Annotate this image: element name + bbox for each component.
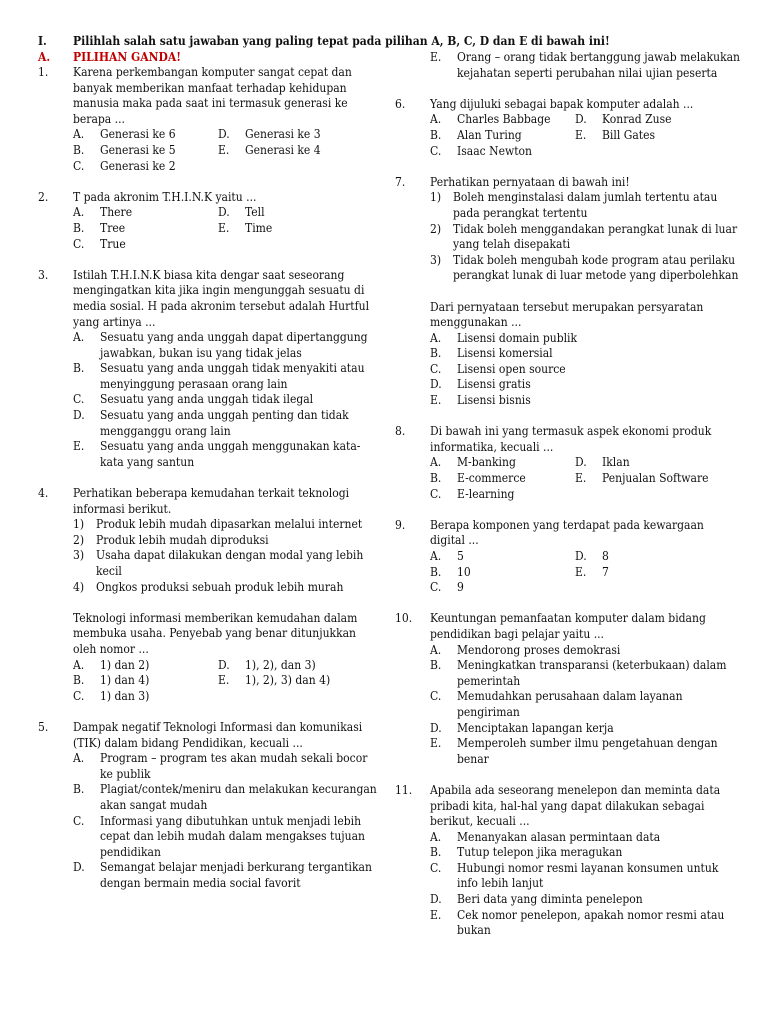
question-text: Di bawah ini yang termasuk aspek ekonomi produk informatika, kecuali ... bbox=[430, 424, 712, 454]
option-d[interactable]: D. Iklan bbox=[575, 455, 630, 470]
question-text: Yang dijuluki sebagai bapak komputer adalah ... bbox=[430, 96, 694, 111]
option-c[interactable]: C. Lisensi open source bbox=[430, 361, 566, 376]
option-e[interactable]: E. 1), 2), 3) dan 4) bbox=[218, 673, 331, 688]
question-number: 5. bbox=[38, 719, 49, 734]
option-e[interactable]: E. Memperoleh sumber ilmu pengetahuan dengan benar bbox=[430, 736, 718, 766]
option-d[interactable]: D. Konrad Zuse bbox=[575, 112, 672, 127]
question-text: Dampak negatif Teknologi Informasi dan komunikasi (TIK) dalam bidang Pendidikan, kecuali ... bbox=[73, 719, 363, 750]
question-5 bbox=[38, 720, 378, 892]
option-a[interactable]: A. There bbox=[73, 205, 133, 220]
question-8 bbox=[395, 424, 740, 502]
option-b[interactable]: B. Generasi ke 5 bbox=[73, 142, 176, 157]
question-text: Keuntungan pemanfaatan komputer dalam bidang pendidikan bagi pelajar yaitu ... bbox=[430, 611, 706, 641]
option-a[interactable]: A. Lisensi domain publik bbox=[430, 330, 578, 345]
option-d[interactable]: D. Menciptakan lapangan kerja bbox=[430, 720, 614, 735]
option-b[interactable]: B. Sesuatu yang anda unggah tidak menyakiti atau menyinggung perasaan orang lain bbox=[73, 361, 365, 391]
option-a[interactable]: A. M-banking bbox=[430, 455, 516, 470]
option-e[interactable]: E. 7 bbox=[575, 564, 609, 579]
question-number: 7. bbox=[395, 174, 406, 189]
option-b[interactable]: B. 10 bbox=[430, 564, 471, 579]
option-d[interactable]: D. Generasi ke 3 bbox=[218, 127, 321, 142]
option-e[interactable]: E. Orang – orang tidak bertanggung jawab melakukan kejahatan seperti perubahan nilai ujian peserta bbox=[430, 50, 741, 80]
statement-item: 4) Ongkos produksi sebuah produk lebih murah bbox=[73, 579, 344, 594]
question-6 bbox=[395, 97, 740, 159]
option-a[interactable]: A. Charles Babbage bbox=[430, 112, 551, 127]
option-e[interactable]: E. Cek nomor penelepon, apakah nomor resmi atau bukan bbox=[430, 907, 725, 938]
option-a[interactable]: A. Generasi ke 6 bbox=[73, 127, 176, 142]
statement-item: 2) Produk lebih mudah diproduksi bbox=[73, 532, 269, 547]
question-3 bbox=[38, 268, 378, 471]
statement-item: 3) Usaha dapat dilakukan dengan modal yang lebih kecil bbox=[73, 548, 364, 578]
option-b[interactable]: B. Meningkatkan transparansi (keterbukaan) dalam pemerintah bbox=[430, 658, 727, 688]
option-d[interactable]: D. 1), 2), dan 3) bbox=[218, 657, 316, 672]
question-7 bbox=[395, 175, 740, 409]
option-d[interactable]: D. 8 bbox=[575, 549, 609, 563]
statement-item: 2) Tidak boleh menggandakan perangkat lunak di luar yang telah disepakati bbox=[430, 221, 738, 252]
option-d[interactable]: D. Semangat belajar menjadi berkurang tergantikan dengan bermain media social favorit bbox=[73, 860, 372, 890]
section-number: I. bbox=[38, 34, 47, 48]
option-a[interactable]: A. 5 bbox=[430, 549, 464, 563]
option-b[interactable]: B. Lisensi komersial bbox=[430, 346, 553, 361]
question-10 bbox=[395, 611, 740, 767]
statement-item: 1) Boleh menginstalasi dalam jumlah tertentu atau pada perangkat tertentu bbox=[430, 190, 718, 220]
question-number: 2. bbox=[38, 189, 49, 204]
question-2 bbox=[38, 190, 378, 252]
option-b[interactable]: B. Plagiat/contek/meniru dan melakukan kecurangan akan sangat mudah bbox=[73, 782, 377, 812]
option-c[interactable]: C. E-learning bbox=[430, 486, 515, 501]
option-c[interactable]: C. Sesuatu yang anda unggah tidak ilegal bbox=[73, 392, 314, 407]
option-e[interactable]: E. Sesuatu yang anda unggah menggunakan kata-kata yang santun bbox=[73, 439, 361, 469]
option-a[interactable]: A. Program – program tes akan mudah sekali bocor ke publik bbox=[73, 751, 368, 781]
question-number: 9. bbox=[395, 517, 406, 532]
option-c[interactable]: C. 1) dan 3) bbox=[73, 688, 150, 703]
question-text: Apabila ada seseorang menelepon dan meminta data pribadi kita, hal-hal yang dapat dilakukan sebagai berikut, kecuali ... bbox=[430, 782, 721, 829]
question-text: T pada akronim T.H.I.N.K yaitu ... bbox=[73, 189, 257, 204]
option-a[interactable]: A. 1) dan 2) bbox=[73, 657, 150, 672]
option-a[interactable]: A. Mendorong proses demokrasi bbox=[430, 642, 621, 657]
question-number: 1. bbox=[38, 65, 49, 79]
option-c[interactable]: C. Isaac Newton bbox=[430, 143, 533, 158]
option-c[interactable]: C. True bbox=[73, 236, 126, 251]
question-number: 4. bbox=[38, 486, 49, 501]
option-e[interactable]: E. Generasi ke 4 bbox=[218, 142, 321, 157]
option-e[interactable]: E. Penjualan Software bbox=[575, 471, 709, 486]
option-d[interactable]: D. Sesuatu yang anda unggah penting dan tidak mengganggu orang lain bbox=[73, 408, 349, 438]
option-b[interactable]: B. Alan Turing bbox=[430, 127, 522, 142]
section-letter: A. bbox=[38, 50, 51, 64]
option-e[interactable]: E. Lisensi bisnis bbox=[430, 393, 531, 408]
question-number: 11. bbox=[395, 782, 413, 797]
question-number: 10. bbox=[395, 611, 413, 626]
question-1 bbox=[38, 65, 378, 174]
left-column bbox=[38, 65, 378, 891]
option-e[interactable]: E. Time bbox=[218, 220, 273, 235]
option-e[interactable]: E. Bill Gates bbox=[575, 127, 656, 142]
question-number: 6. bbox=[395, 96, 406, 111]
option-b[interactable]: B. Tutup telepon jika meragukan bbox=[430, 845, 623, 860]
option-c[interactable]: C. Hubungi nomor resmi layanan konsumen untuk info lebih lanjut bbox=[430, 860, 719, 891]
option-b[interactable]: B. Tree bbox=[73, 220, 126, 235]
option-c[interactable]: C. Informasi yang dibutuhkan untuk menjadi lebih cepat dan lebih mudah dalam mengakses tujuan pendidikan bbox=[73, 813, 365, 859]
question-text: Istilah T.H.I.N.K biasa kita dengar saat seseorang mengingatkan kita jika ingin mengunggah sesuatu di media sosial. H pada akronim tersebut adalah Hurtful yang artinya ... bbox=[73, 267, 370, 329]
option-d[interactable]: D. Beri data yang diminta penelepon bbox=[430, 892, 643, 907]
question-4 bbox=[38, 486, 378, 704]
option-a[interactable]: A. Sesuatu yang anda unggah dapat dipertanggung jawabkan, bukan isu yang tidak jelas bbox=[73, 330, 368, 360]
statement-item: 1) Produk lebih mudah dipasarkan melalui internet bbox=[73, 517, 363, 532]
option-c[interactable]: C. Memudahkan perusahaan dalam layanan pengiriman bbox=[430, 689, 683, 719]
right-column bbox=[395, 50, 740, 939]
question-followup: Dari pernyataan tersebut merupakan persyaratan menggunakan ... bbox=[430, 299, 704, 330]
statement-item: 3) Tidak boleh mengubah kode program atau perilaku perangkat lunak di luar metode yang diperbolehkan bbox=[430, 252, 739, 283]
option-c[interactable]: C. 9 bbox=[430, 580, 464, 595]
question-text: Perhatikan pernyataan di bawah ini! bbox=[430, 174, 630, 189]
option-c[interactable]: C. Generasi ke 2 bbox=[73, 158, 176, 173]
question-followup: Teknologi informasi memberikan kemudahan dalam membuka usaha. Penyebab yang benar ditunjukkan oleh nomor ... bbox=[73, 610, 358, 656]
question-9 bbox=[395, 518, 740, 596]
instruction-heading: Pilihlah salah satu jawaban yang paling tepat pada pilihan A, B, C, D dan E di bawah ini! bbox=[73, 34, 610, 48]
option-d[interactable]: D. Tell bbox=[218, 205, 265, 220]
question-number: 3. bbox=[38, 267, 49, 282]
question-text: Karena perkembangan komputer sangat cepat dan banyak memberikan manfaat terhadap kehidupan manusia maka pada saat ini termasuk generasi ke berapa ... bbox=[73, 65, 352, 126]
option-b[interactable]: B. 1) dan 4) bbox=[73, 673, 150, 688]
option-d[interactable]: D. Lisensi gratis bbox=[430, 377, 531, 392]
question-5-continued bbox=[395, 50, 740, 81]
question-11 bbox=[395, 783, 740, 939]
option-a[interactable]: A. Menanyakan alasan permintaan data bbox=[430, 829, 661, 844]
option-b[interactable]: B. E-commerce bbox=[430, 471, 526, 486]
question-text: Perhatikan beberapa kemudahan terkait teknologi informasi berikut. bbox=[73, 486, 350, 516]
section-title: PILIHAN GANDA! bbox=[73, 50, 181, 64]
question-text: Berapa komponen yang terdapat pada kewargaan digital ... bbox=[430, 517, 704, 548]
question-number: 8. bbox=[395, 424, 406, 439]
